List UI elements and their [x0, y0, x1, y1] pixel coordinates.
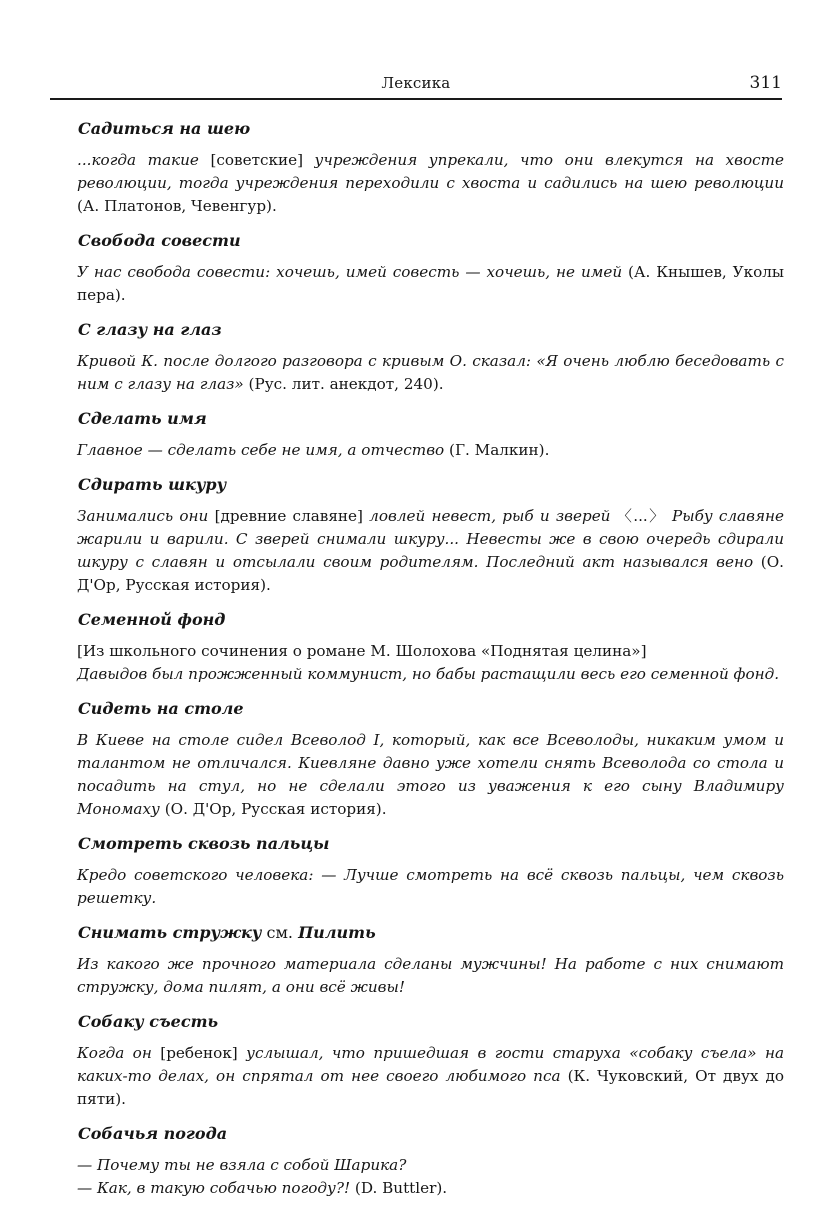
entry-heading: Собачья погода: [78, 1124, 228, 1143]
entry: [78, 230, 782, 307]
entry-text: [77, 505, 784, 597]
entry-heading-term: Снимать стружку: [78, 923, 262, 942]
quote-text: Кредо советского человека: — Лучше смотреть на всё сквозь пальцы, чем сквозь решетку.: [77, 866, 784, 907]
entry-heading: Свобода совести: [78, 231, 241, 250]
quote-text: Кривой К. после долгого разговора с кривым О. сказал: «Я очень люблю беседовать с ним с глазу на глаз»: [77, 352, 784, 393]
entry-heading: Смотреть сквозь пальцы: [78, 834, 330, 853]
entry-heading: Сдирать шкуру: [78, 475, 227, 494]
entry-text: [77, 261, 784, 307]
entry-text: [77, 663, 784, 686]
entry-heading: Семенной фонд: [78, 610, 226, 629]
page-number: 311: [749, 73, 782, 93]
entry: [78, 118, 782, 218]
cross-reference-link: Пилить: [298, 923, 376, 942]
entry-text: [77, 149, 784, 218]
cross-reference-label: см.: [261, 923, 299, 942]
quote-text: — Как, в такую собачью погоду?!: [77, 1179, 351, 1197]
entry-text: [77, 1042, 784, 1111]
page-body: [78, 118, 782, 1212]
entry: [78, 922, 782, 999]
entry-text: [77, 729, 784, 821]
quote-text: Главное — сделать себе не имя, а отчество: [77, 441, 445, 459]
source-citation: (А. Кнышев, Уколы пера).: [77, 263, 784, 304]
source-citation: (Г. Малкин).: [444, 441, 550, 459]
entry-heading: Садиться на шею: [78, 119, 251, 138]
quote-text: У нас свобода совести: хочешь, имей совесть — хочешь, не имей: [77, 263, 623, 281]
quote-text: Давыдов был прожженный коммунист, но бабы растащили весь его семенной фонд.: [77, 665, 780, 683]
quote-text: Когда он: [77, 1044, 161, 1062]
entry: [78, 698, 782, 821]
entry-heading: Собаку съесть: [78, 1012, 219, 1031]
quote-text: Из какого же прочного материала сделаны мужчины! На работе с них снимают стружку, дома пилят, а они всё живы!: [77, 955, 784, 996]
entry-heading: С глазу на глаз: [78, 320, 222, 339]
entry-text: [77, 350, 784, 396]
entry: [78, 474, 782, 597]
source-citation: (О. Д'Ор, Русская история).: [159, 800, 387, 818]
source-citation: (Рус. лит. анекдот, 240).: [243, 375, 444, 393]
quote-text: — Почему ты не взяла с собой Шарика?: [77, 1156, 407, 1174]
entry: [78, 833, 782, 910]
source-citation: (О. Д'Ор, Русская история).: [77, 553, 784, 594]
dialogue-line: [77, 1154, 784, 1177]
omission-mark: 〈...〉: [616, 507, 666, 525]
quote-text: Рыбу славяне жарили и варили. С зверей снимали шкуру... Невесты же в свою очередь сдирали шкуру с славян и отсылали своим родителям. Последний акт назывался вено: [77, 507, 784, 571]
entry-note: [Из школьного сочинения о романе М. Шолохова «Поднятая целина»]: [77, 642, 647, 660]
entry-text: [77, 864, 784, 910]
entry: [78, 408, 782, 462]
entry: [78, 1123, 782, 1200]
entry-text: [77, 1154, 784, 1200]
source-citation: (А. Платонов, Чевенгур).: [77, 197, 277, 215]
entry: [78, 319, 782, 396]
quote-text: В Киеве на столе сидел Всеволод I, который, как все Всеволоды, никаким умом и талантом не отличался. Киевляне давно уже хотели снять Всеволода со стола и посадить на стул, но не сделали этого из уважения к его сыну Владимиру Мономаху: [77, 731, 784, 818]
editorial-note: [советские]: [210, 151, 304, 169]
editorial-note: [древние славяне]: [214, 507, 363, 525]
quote-text: ...когда такие: [77, 151, 211, 169]
entry-text: [77, 439, 784, 462]
entry: [78, 1011, 782, 1111]
source-citation: (К. Чуковский, От двух до пяти).: [77, 1067, 784, 1108]
entry-heading: [78, 922, 782, 944]
page-header: [50, 72, 782, 100]
source-citation: (D. Buttler).: [350, 1179, 448, 1197]
entry-heading: Сидеть на столе: [78, 699, 244, 718]
entry: [78, 609, 782, 686]
editorial-note: [ребенок]: [160, 1044, 238, 1062]
entry-text: [77, 953, 784, 999]
quote-text: учреждения упрекали, что они влекутся на хвосте революции, тогда учреждения переходили с хвоста и садились на шею революции: [77, 151, 784, 192]
quote-text: Занимались они: [77, 507, 215, 525]
quote-text: ловлей невест, рыб и зверей: [362, 507, 617, 525]
entry-heading: Сделать имя: [78, 409, 207, 428]
quote-text: услышал, что пришедшая в гости старуха «собаку съела» на каких-то делах, он спрятал от нее своего любимого пса: [77, 1044, 784, 1085]
dialogue-line: [77, 1177, 784, 1200]
running-head: Лексика: [381, 74, 451, 92]
